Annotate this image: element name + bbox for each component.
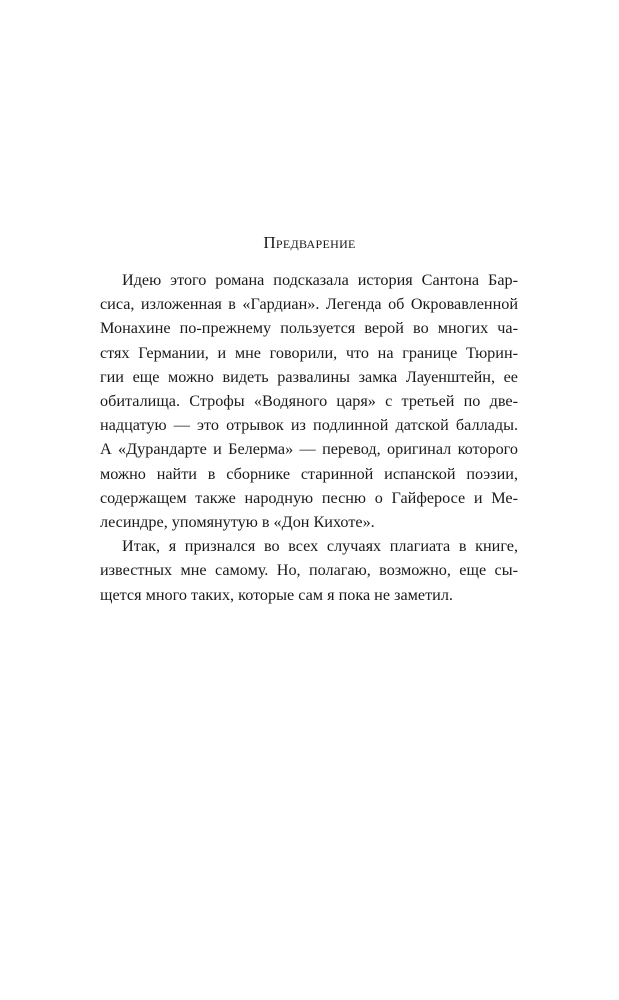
text-line: Итак, я признался во всех случаях плагиата в книге, [122,537,518,556]
paragraph-1 [100,268,518,534]
text-line: сиса, изложенная в «Гардиан». Легенда об Окровавленной [100,295,518,314]
preface-text [100,268,518,607]
text-line: А «Дурандарте и Белерма» — перевод, оригинал которого [100,440,518,459]
page-title: Предварение [263,233,356,252]
text-line: лесиндре, упомянутую в «Дон Кихоте». [100,513,375,532]
text-line: содержащем также народную песню о Гайферосе и Ме- [100,488,518,507]
text-line: известных мне самому. Но, полагаю, возможно, еще сы- [100,561,518,580]
text-line: гии еще можно видеть развалины замка Лауенштейн, ее [100,367,518,386]
text-line: стях Германии, и мне говорили, что на границе Тюрин- [100,343,518,362]
text-line: Идею этого романа подсказала история Сантона Бар- [122,271,518,289]
text-line: надцатую — это отрывок из подлинной датской баллады. [100,416,518,435]
paragraph-2 [100,534,518,607]
text-line: Монахине по-прежнему пользуется верой во многих ча- [100,319,518,338]
text-line: можно найти в сборнике старинной испанской поэзии, [100,464,518,483]
text-line: обиталища. Строфы «Водяного царя» с третьей по две- [100,392,518,411]
text-line: щется много таких, которые сам я пока не заметил. [100,585,453,604]
